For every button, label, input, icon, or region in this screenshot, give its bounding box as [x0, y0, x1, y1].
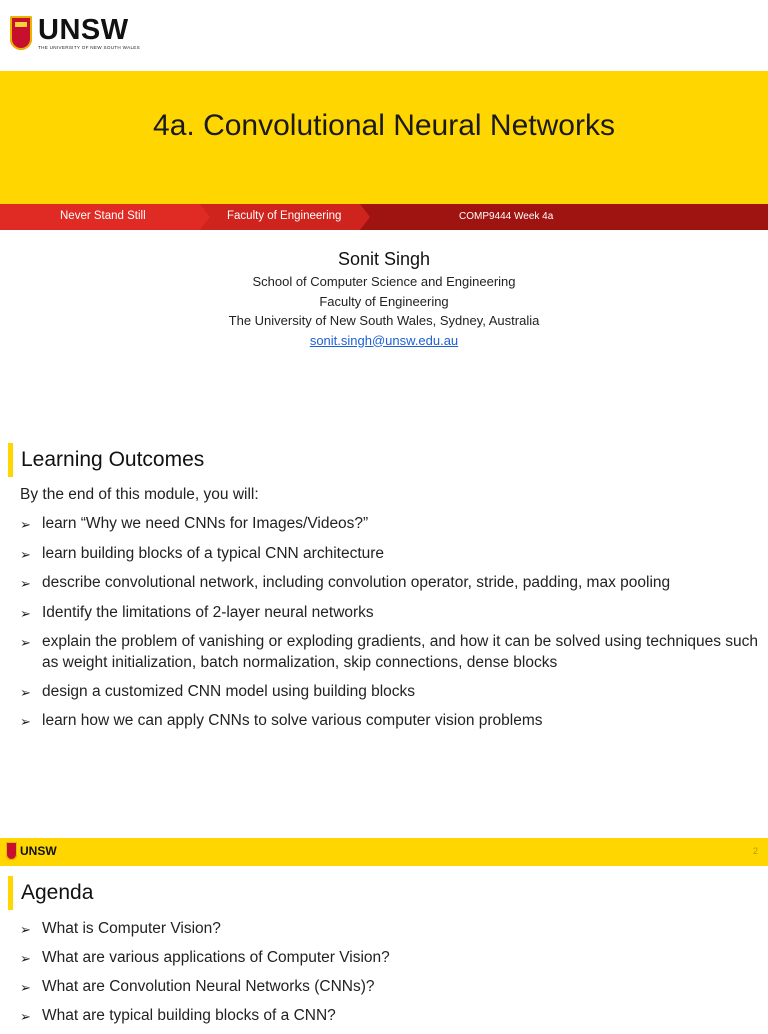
learning-outcomes-heading: Learning Outcomes — [8, 443, 204, 477]
list-item: ➢ describe convolutional network, including convolution operator, stride, padding, max pooling — [20, 572, 760, 594]
page-number: 2 — [752, 846, 758, 856]
arrow-bullet-icon: ➢ — [20, 517, 31, 532]
arrow-bullet-icon: ➢ — [20, 576, 31, 591]
unsw-crest-icon — [6, 842, 17, 860]
arrow-bullet-icon: ➢ — [20, 922, 31, 937]
arrow-bullet-icon: ➢ — [20, 951, 31, 966]
strip-tagline: Never Stand Still — [60, 210, 146, 222]
list-item: ➢ learn how we can apply CNNs to solve various computer vision problems — [20, 710, 760, 732]
arrow-bullet-icon: ➢ — [20, 635, 31, 650]
slide-title: 4a. Convolutional Neural Networks — [153, 109, 615, 142]
author-email-link[interactable]: sonit.singh@unsw.edu.au — [309, 332, 459, 348]
slide2-logo-word: UNSW — [20, 844, 57, 858]
strip-course: COMP9444 Week 4a — [459, 211, 554, 222]
agenda-list — [20, 918, 760, 1034]
list-item: ➢ What are typical building blocks of a CNN? — [20, 1005, 760, 1027]
list-item: ➢ learn “Why we need CNNs for Images/Videos?” — [20, 513, 760, 535]
author-block — [0, 249, 768, 350]
list-item: ➢ design a customized CNN model using building blocks — [20, 681, 760, 703]
title-band — [0, 71, 768, 204]
list-item: ➢ What are Convolution Neural Networks (CNNs)? — [20, 976, 760, 998]
arrow-bullet-icon: ➢ — [20, 980, 31, 995]
title-strip — [0, 204, 768, 230]
arrow-bullet-icon: ➢ — [20, 684, 31, 700]
slide2-header — [0, 838, 768, 866]
arrow-bullet-icon: ➢ — [20, 714, 31, 729]
list-item: ➢ learn building blocks of a typical CNN architecture — [20, 543, 760, 565]
list-item: ➢ explain the problem of vanishing or exploding gradients, and how it can be solved using techniques such as weight initialization, batch normalization, skip connections, dense blocks — [20, 633, 759, 671]
author-university: The University of New South Wales, Sydney, Australia — [228, 313, 540, 328]
logo-wordmark: UNSW — [38, 14, 129, 46]
author-school: School of Computer Science and Engineering — [252, 274, 516, 289]
agenda-heading: Agenda — [8, 876, 93, 910]
strip-faculty: Faculty of Engineering — [227, 210, 342, 222]
arrow-bullet-icon: ➢ — [20, 605, 31, 621]
logo-tagline: THE UNIVERSITY OF NEW SOUTH WALES — [38, 45, 141, 50]
unsw-crest-icon — [10, 16, 32, 50]
arrow-bullet-icon: ➢ — [20, 1009, 31, 1024]
author-faculty: Faculty of Engineering — [319, 293, 449, 309]
author-name: Sonit Singh — [337, 249, 431, 269]
learning-outcomes-intro: By the end of this module, you will: — [20, 486, 259, 503]
list-item: ➢ What is Computer Vision? — [20, 918, 760, 940]
list-item: ➢ Identify the limitations of 2-layer neural networks — [20, 602, 760, 624]
learning-outcomes-list — [20, 513, 760, 740]
list-item: ➢ What are various applications of Computer Vision? — [20, 947, 760, 969]
unsw-logo — [10, 14, 140, 52]
slide2-logo — [6, 842, 57, 860]
arrow-bullet-icon: ➢ — [20, 546, 31, 562]
